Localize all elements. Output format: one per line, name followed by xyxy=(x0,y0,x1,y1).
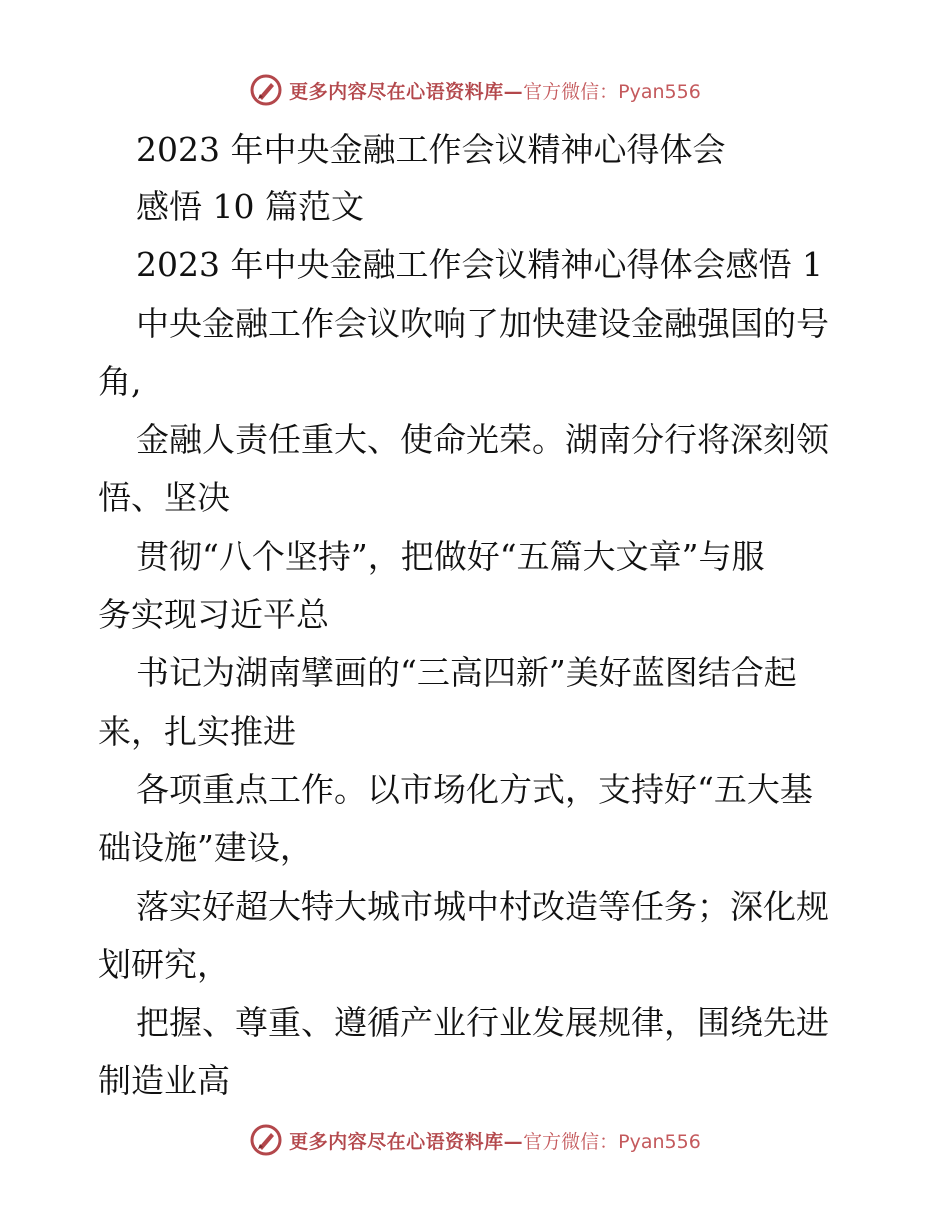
document-title-line-1: 2023 年中央金融工作会议精神心得体会 xyxy=(136,130,726,169)
banner-wechat-text: 官方微信：Pyan556 xyxy=(523,80,701,103)
paragraph-line: 金融人责任重大、使命光荣。湖南分行将深刻领 xyxy=(136,420,829,459)
pen-logo-icon xyxy=(249,73,283,107)
document-title-line-2: 感悟 10 篇范文 xyxy=(136,187,364,226)
section-heading: 2023 年中央金融工作会议精神心得体会感悟 1 xyxy=(136,245,823,284)
footer-banner xyxy=(0,1120,950,1160)
paragraph-line: 书记为湖南擘画的“三高四新”美好蓝图结合起 xyxy=(136,653,797,692)
paragraph-line: 划研究， xyxy=(98,945,230,984)
paragraph-line: 制造业高 xyxy=(98,1061,230,1100)
banner-main-text: 更多内容尽在心语资料库— xyxy=(289,1130,524,1153)
pen-logo-icon xyxy=(249,1123,283,1157)
paragraph-line: 悟、坚决 xyxy=(98,478,230,517)
header-banner xyxy=(0,70,950,110)
banner-wechat-text: 官方微信：Pyan556 xyxy=(523,1130,701,1153)
paragraph-line: 贯彻“八个坚持”，把做好“五篇大文章”与服 xyxy=(136,537,765,576)
paragraph-line: 务实现习近平总 xyxy=(98,595,329,634)
paragraph-line: 角, xyxy=(98,362,142,401)
paragraph-line: 落实好超大特大城市城中村改造等任务；深化规 xyxy=(136,887,829,926)
paragraph-line: 把握、尊重、遵循产业行业发展规律，围绕先进 xyxy=(136,1003,829,1042)
banner-main-text: 更多内容尽在心语资料库— xyxy=(289,80,524,103)
paragraph-line: 来，扎实推进 xyxy=(98,712,296,751)
paragraph-line: 各项重点工作。以市场化方式，支持好“五大基 xyxy=(136,770,813,809)
paragraph-line: 础设施”建设， xyxy=(98,828,313,867)
paragraph-line: 中央金融工作会议吹响了加快建设金融强国的号 xyxy=(136,304,829,343)
